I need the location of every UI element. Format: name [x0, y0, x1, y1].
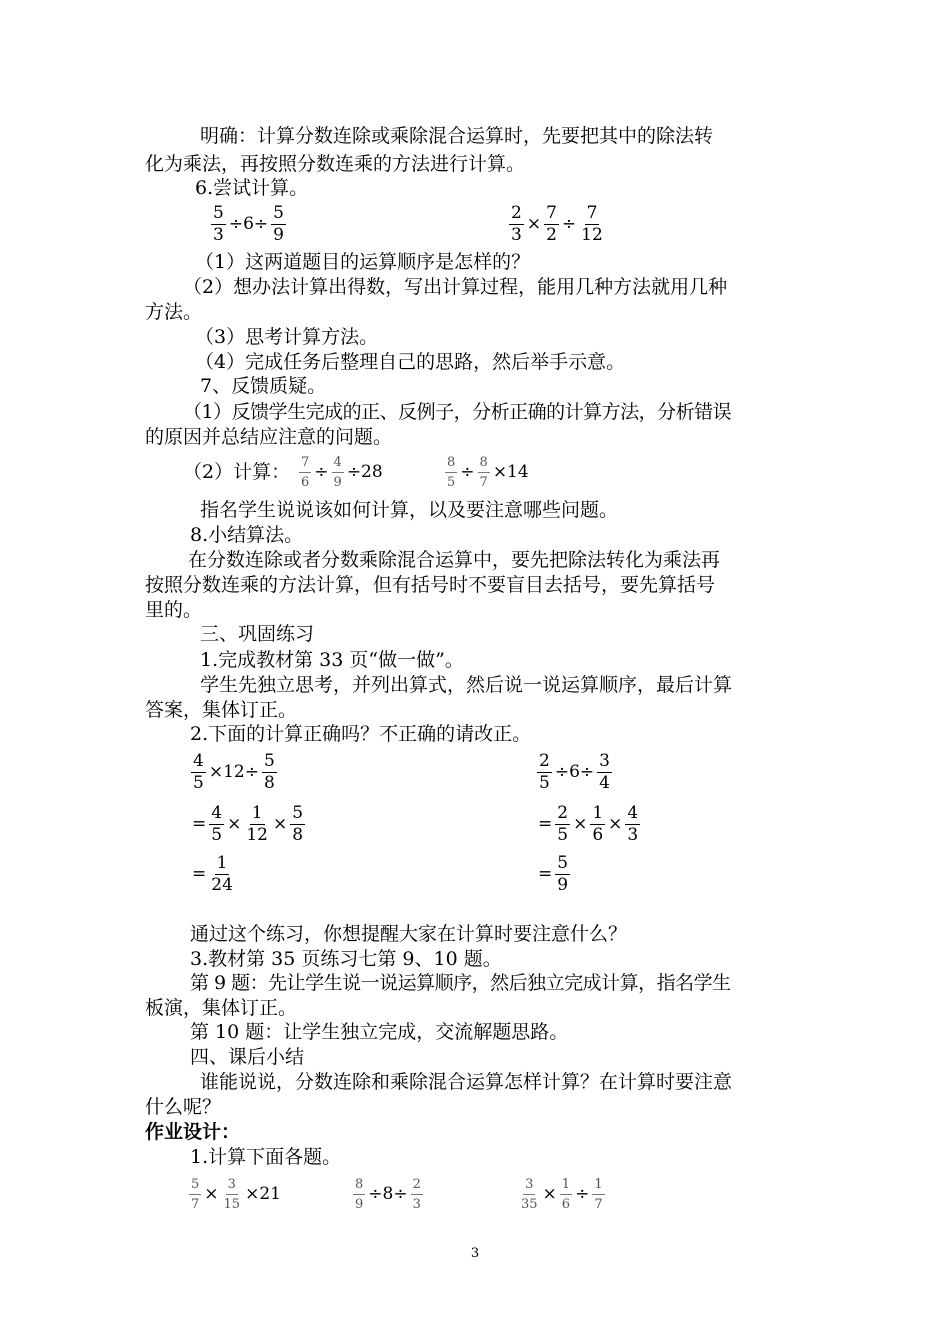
math-expression: $\frac{8}{5}$ ÷ $\frac{8}{7}$ ×14 — [447, 454, 529, 490]
fraction: $\frac{5}{9}$ — [557, 852, 569, 895]
fraction: $\frac{7}{2}$ — [546, 202, 557, 245]
math-expression: $\frac{3}{35}$ × $\frac{1}{6}$ ÷ $\frac{1}{7}$ — [521, 1176, 603, 1212]
text-line: （1）这两道题目的运算顺序是怎样的？ — [195, 251, 531, 273]
page-number: 3 — [470, 1246, 480, 1261]
fraction: $\frac{2}{3}$ — [511, 202, 522, 245]
fraction: $\frac{5}{8}$ — [263, 750, 275, 793]
fraction: $\frac{8}{5}$ — [447, 454, 456, 490]
text-line: （2）计算： — [183, 461, 291, 483]
text-line: 学生先独立思考，并列出算式，然后说一说运算顺序，最后计算 — [200, 674, 733, 696]
section-heading: 6.尝试计算。 — [195, 177, 309, 199]
section-heading: 四、课后小结 — [190, 1046, 305, 1068]
math-expression: = $\frac{1}{24}$ — [192, 852, 233, 895]
fraction: $\frac{3}{4}$ — [599, 750, 610, 793]
fraction: $\frac{1}{12}$ — [246, 802, 268, 845]
text-line: （3）思考计算方法。 — [195, 326, 379, 348]
text-line: （2）想办法计算出得数，写出计算过程，能用几种方法就用几种 — [183, 276, 728, 298]
fraction: $\frac{1}{24}$ — [211, 852, 233, 895]
fraction: $\frac{1}{7}$ — [594, 1176, 603, 1212]
text-line: 指名学生说说该如何计算，以及要注意哪些问题。 — [200, 499, 619, 521]
text-line: 按照分数连乘的方法计算，但有括号时不要盲目去括号，要先算括号 — [145, 574, 716, 596]
math-expression: $\frac{8}{9}$ ÷8÷ $\frac{2}{3}$ — [355, 1176, 421, 1212]
fraction: $\frac{7}{6}$ — [301, 454, 310, 490]
math-expression: $\frac{2}{3}$ × $\frac{7}{2}$ ÷ $\frac{7}{12}$ — [511, 202, 603, 245]
fraction: $\frac{4}{5}$ — [193, 750, 204, 793]
fraction: $\frac{7}{12}$ — [581, 202, 603, 245]
text-line: 里的。 — [145, 599, 203, 621]
text-line: （4）完成任务后整理自己的思路，然后举手示意。 — [195, 351, 626, 373]
math-expression: = $\frac{2}{5}$ × $\frac{1}{6}$ × $\frac{4}{3}$ — [538, 802, 639, 845]
text-line: 在分数连除或者分数乘除混合运算中，要先把除法转化为乘法再 — [188, 549, 721, 571]
text-line: （1）反馈学生完成的正、反例子，分析正确的计算方法，分析错误 — [183, 401, 732, 423]
text-line: 答案，集体订正。 — [145, 699, 298, 721]
text-line: 化为乘法，再按照分数连乘的方法进行计算。 — [145, 153, 526, 175]
fraction: $\frac{4}{3}$ — [627, 802, 639, 845]
section-heading: 三、巩固练习 — [200, 623, 315, 645]
text-line: 什么呢？ — [145, 1096, 222, 1118]
text-line: 1.完成教材第 33 页“做一做”。 — [200, 649, 464, 671]
text-line: 的原因并总结应注意的问题。 — [145, 426, 393, 448]
fraction: $\frac{5}{3}$ — [213, 202, 224, 245]
text-line: 方法。 — [145, 301, 203, 323]
text-line: 第 9 题：先让学生说一说运算顺序，然后独立完成计算，指名学生 — [190, 972, 731, 994]
fraction: $\frac{1}{6}$ — [561, 1176, 571, 1212]
fraction: $\frac{1}{6}$ — [592, 802, 604, 845]
math-expression: $\frac{5}{3}$ ÷6÷ $\frac{5}{9}$ — [213, 202, 284, 245]
fraction: $\frac{2}{3}$ — [412, 1176, 421, 1212]
math-expression: $\frac{2}{5}$ ÷6÷ $\frac{3}{4}$ — [539, 750, 610, 793]
fraction: $\frac{5}{7}$ — [191, 1176, 200, 1212]
fraction: $\frac{3}{15}$ — [223, 1176, 241, 1212]
text-line: 3.教材第 35 页练习七第 9、10 题。 — [190, 948, 502, 970]
text-line: 通过这个练习，你想提醒大家在计算时要注意什么？ — [190, 923, 628, 945]
text-line: 谁能说说，分数连除和乘除混合运算怎样计算？在计算时要注意 — [200, 1071, 733, 1093]
fraction: $\frac{2}{5}$ — [539, 750, 550, 793]
section-heading: 8.小结算法。 — [190, 524, 304, 546]
text-line: 第 10 题：让学生独立完成，交流解题思路。 — [190, 1021, 569, 1043]
fraction: $\frac{5}{8}$ — [292, 802, 304, 845]
math-expression: $\frac{4}{5}$ ×12÷ $\frac{5}{8}$ — [193, 750, 275, 793]
math-expression: = $\frac{4}{5}$ × $\frac{1}{12}$ × $\frac{5}{8}$ — [192, 802, 304, 845]
math-expression: = $\frac{5}{9}$ — [538, 852, 569, 895]
text-line: 2.下面的计算正确吗？不正确的请改正。 — [190, 723, 532, 745]
homework-heading: 作业设计： — [145, 1121, 241, 1143]
section-heading: 7、反馈质疑。 — [200, 375, 327, 397]
math-expression: $\frac{7}{6}$ ÷ $\frac{4}{9}$ ÷28 — [301, 454, 383, 490]
fraction: $\frac{4}{9}$ — [333, 454, 342, 490]
fraction: $\frac{4}{5}$ — [211, 802, 223, 845]
text-line: 1.计算下面各题。 — [190, 1146, 342, 1168]
fraction: $\frac{3}{35}$ — [521, 1176, 538, 1212]
math-expression: $\frac{5}{7}$ × $\frac{3}{15}$ ×21 — [191, 1176, 281, 1212]
fraction: $\frac{2}{5}$ — [557, 802, 569, 845]
fraction: $\frac{5}{9}$ — [273, 202, 284, 245]
fraction: $\frac{8}{7}$ — [479, 454, 488, 490]
fraction: $\frac{8}{9}$ — [355, 1176, 364, 1212]
text-line: 明确：计算分数连除或乘除混合运算时，先要把其中的除法转 — [200, 125, 714, 147]
text-line: 板演，集体订正。 — [145, 997, 298, 1019]
